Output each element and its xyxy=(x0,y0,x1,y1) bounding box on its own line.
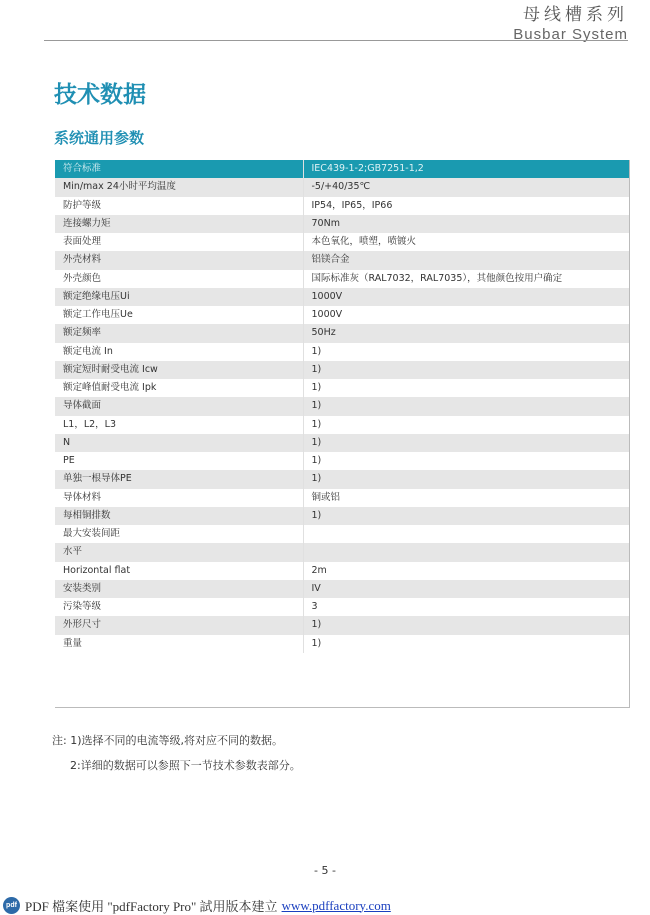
table-row xyxy=(55,580,630,598)
table-row xyxy=(55,434,630,452)
spec-table xyxy=(55,160,630,653)
table-row xyxy=(55,598,630,616)
param-value: 1000V xyxy=(303,288,630,306)
param-label: 表面处理 xyxy=(55,233,303,251)
param-label: 额定频率 xyxy=(55,324,303,342)
table-row xyxy=(55,635,630,653)
brand-cn: 母线槽系列 xyxy=(523,5,628,25)
table-row xyxy=(55,233,630,251)
param-label: 额定电流 In xyxy=(55,343,303,361)
param-label: 符合标准 xyxy=(55,160,303,178)
param-value: 1000V xyxy=(303,306,630,324)
param-label: PE xyxy=(55,452,303,470)
param-label: 每相铜排数 xyxy=(55,507,303,525)
param-label: 额定绝缘电压Ui xyxy=(55,288,303,306)
param-label: 重量 xyxy=(55,635,303,653)
table-row xyxy=(55,361,630,379)
table-row xyxy=(55,416,630,434)
param-label: 连接螺力矩 xyxy=(55,215,303,233)
table-row xyxy=(55,397,630,415)
param-label: 导体材料 xyxy=(55,489,303,507)
param-value: 70Nm xyxy=(303,215,630,233)
param-value: 1) xyxy=(303,361,630,379)
param-value: IEC439-1-2;GB7251-1,2 xyxy=(303,160,630,178)
param-value: 1) xyxy=(303,470,630,488)
footer-text: PDF 檔案使用 "pdfFactory Pro" 試用版本建立 xyxy=(25,899,278,914)
brand-en: Busbar System xyxy=(513,26,628,43)
pdf-footer xyxy=(3,896,391,915)
table-row xyxy=(55,543,630,561)
param-label: Min/max 24小时平均温度 xyxy=(55,178,303,196)
param-value: 铝镁合金 xyxy=(303,251,630,269)
param-label: N xyxy=(55,434,303,452)
param-value: IV xyxy=(303,580,630,598)
param-label: 最大安装间距 xyxy=(55,525,303,543)
param-value: 1) xyxy=(303,343,630,361)
param-label: 外形尺寸 xyxy=(55,616,303,634)
table-row xyxy=(55,489,630,507)
table-row xyxy=(55,178,630,196)
table-row xyxy=(55,470,630,488)
table-row xyxy=(55,288,630,306)
param-value: 1) xyxy=(303,434,630,452)
table-row xyxy=(55,562,630,580)
param-label: 污染等级 xyxy=(55,598,303,616)
table-row xyxy=(55,324,630,342)
param-value: 1) xyxy=(303,416,630,434)
section-title: 系统通用参数 xyxy=(54,129,145,147)
table-row xyxy=(55,306,630,324)
param-value: 国际标准灰（RAL7032，RAL7035），其他颜色按用户确定 xyxy=(303,270,630,288)
param-value: 1) xyxy=(303,452,630,470)
param-value: 3 xyxy=(303,598,630,616)
table-row xyxy=(55,270,630,288)
param-label: 安装类别 xyxy=(55,580,303,598)
page-number: - 5 - xyxy=(314,864,336,877)
param-label: 额定峰值耐受电流 Ipk xyxy=(55,379,303,397)
note-line-1: 注: 1)选择不同的电流等级,将对应不同的数据。 xyxy=(52,734,283,747)
table-row xyxy=(55,215,630,233)
param-value: 1) xyxy=(303,616,630,634)
param-label: 单独一根导体PE xyxy=(55,470,303,488)
param-label: 外壳颜色 xyxy=(55,270,303,288)
param-value xyxy=(303,543,630,561)
table-row xyxy=(55,379,630,397)
param-label: 外壳材料 xyxy=(55,251,303,269)
param-label: 额定工作电压Ue xyxy=(55,306,303,324)
param-value: 1) xyxy=(303,507,630,525)
table-row xyxy=(55,452,630,470)
param-value: 1) xyxy=(303,635,630,653)
table-row xyxy=(55,197,630,215)
table-row xyxy=(55,343,630,361)
param-label: 水平 xyxy=(55,543,303,561)
param-label: Horizontal flat xyxy=(55,562,303,580)
param-value: -5/+40/35℃ xyxy=(303,178,630,196)
table-row xyxy=(55,525,630,543)
param-label: 防护等级 xyxy=(55,197,303,215)
param-value xyxy=(303,525,630,543)
param-value: 铜或铝 xyxy=(303,489,630,507)
param-value: 2m xyxy=(303,562,630,580)
param-value: 本色氧化，喷塑，喷镀火 xyxy=(303,233,630,251)
brand-header xyxy=(513,4,628,43)
page-title: 技术数据 xyxy=(54,82,146,108)
param-value: 1) xyxy=(303,397,630,415)
pdf-icon: pdf xyxy=(3,897,20,914)
table-header-row xyxy=(55,160,630,178)
param-value: IP54，IP65，IP66 xyxy=(303,197,630,215)
param-label: 导体截面 xyxy=(55,397,303,415)
footer-link[interactable]: www.pdffactory.com xyxy=(281,897,391,913)
param-label: 额定短时耐受电流 Icw xyxy=(55,361,303,379)
note-line-2: 2:详细的数据可以参照下一节技术参数表部分。 xyxy=(70,759,301,772)
table-row xyxy=(55,507,630,525)
table-row xyxy=(55,616,630,634)
param-value: 1) xyxy=(303,379,630,397)
table-row xyxy=(55,251,630,269)
header-divider xyxy=(44,40,628,41)
param-value: 50Hz xyxy=(303,324,630,342)
param-label: L1，L2，L3 xyxy=(55,416,303,434)
